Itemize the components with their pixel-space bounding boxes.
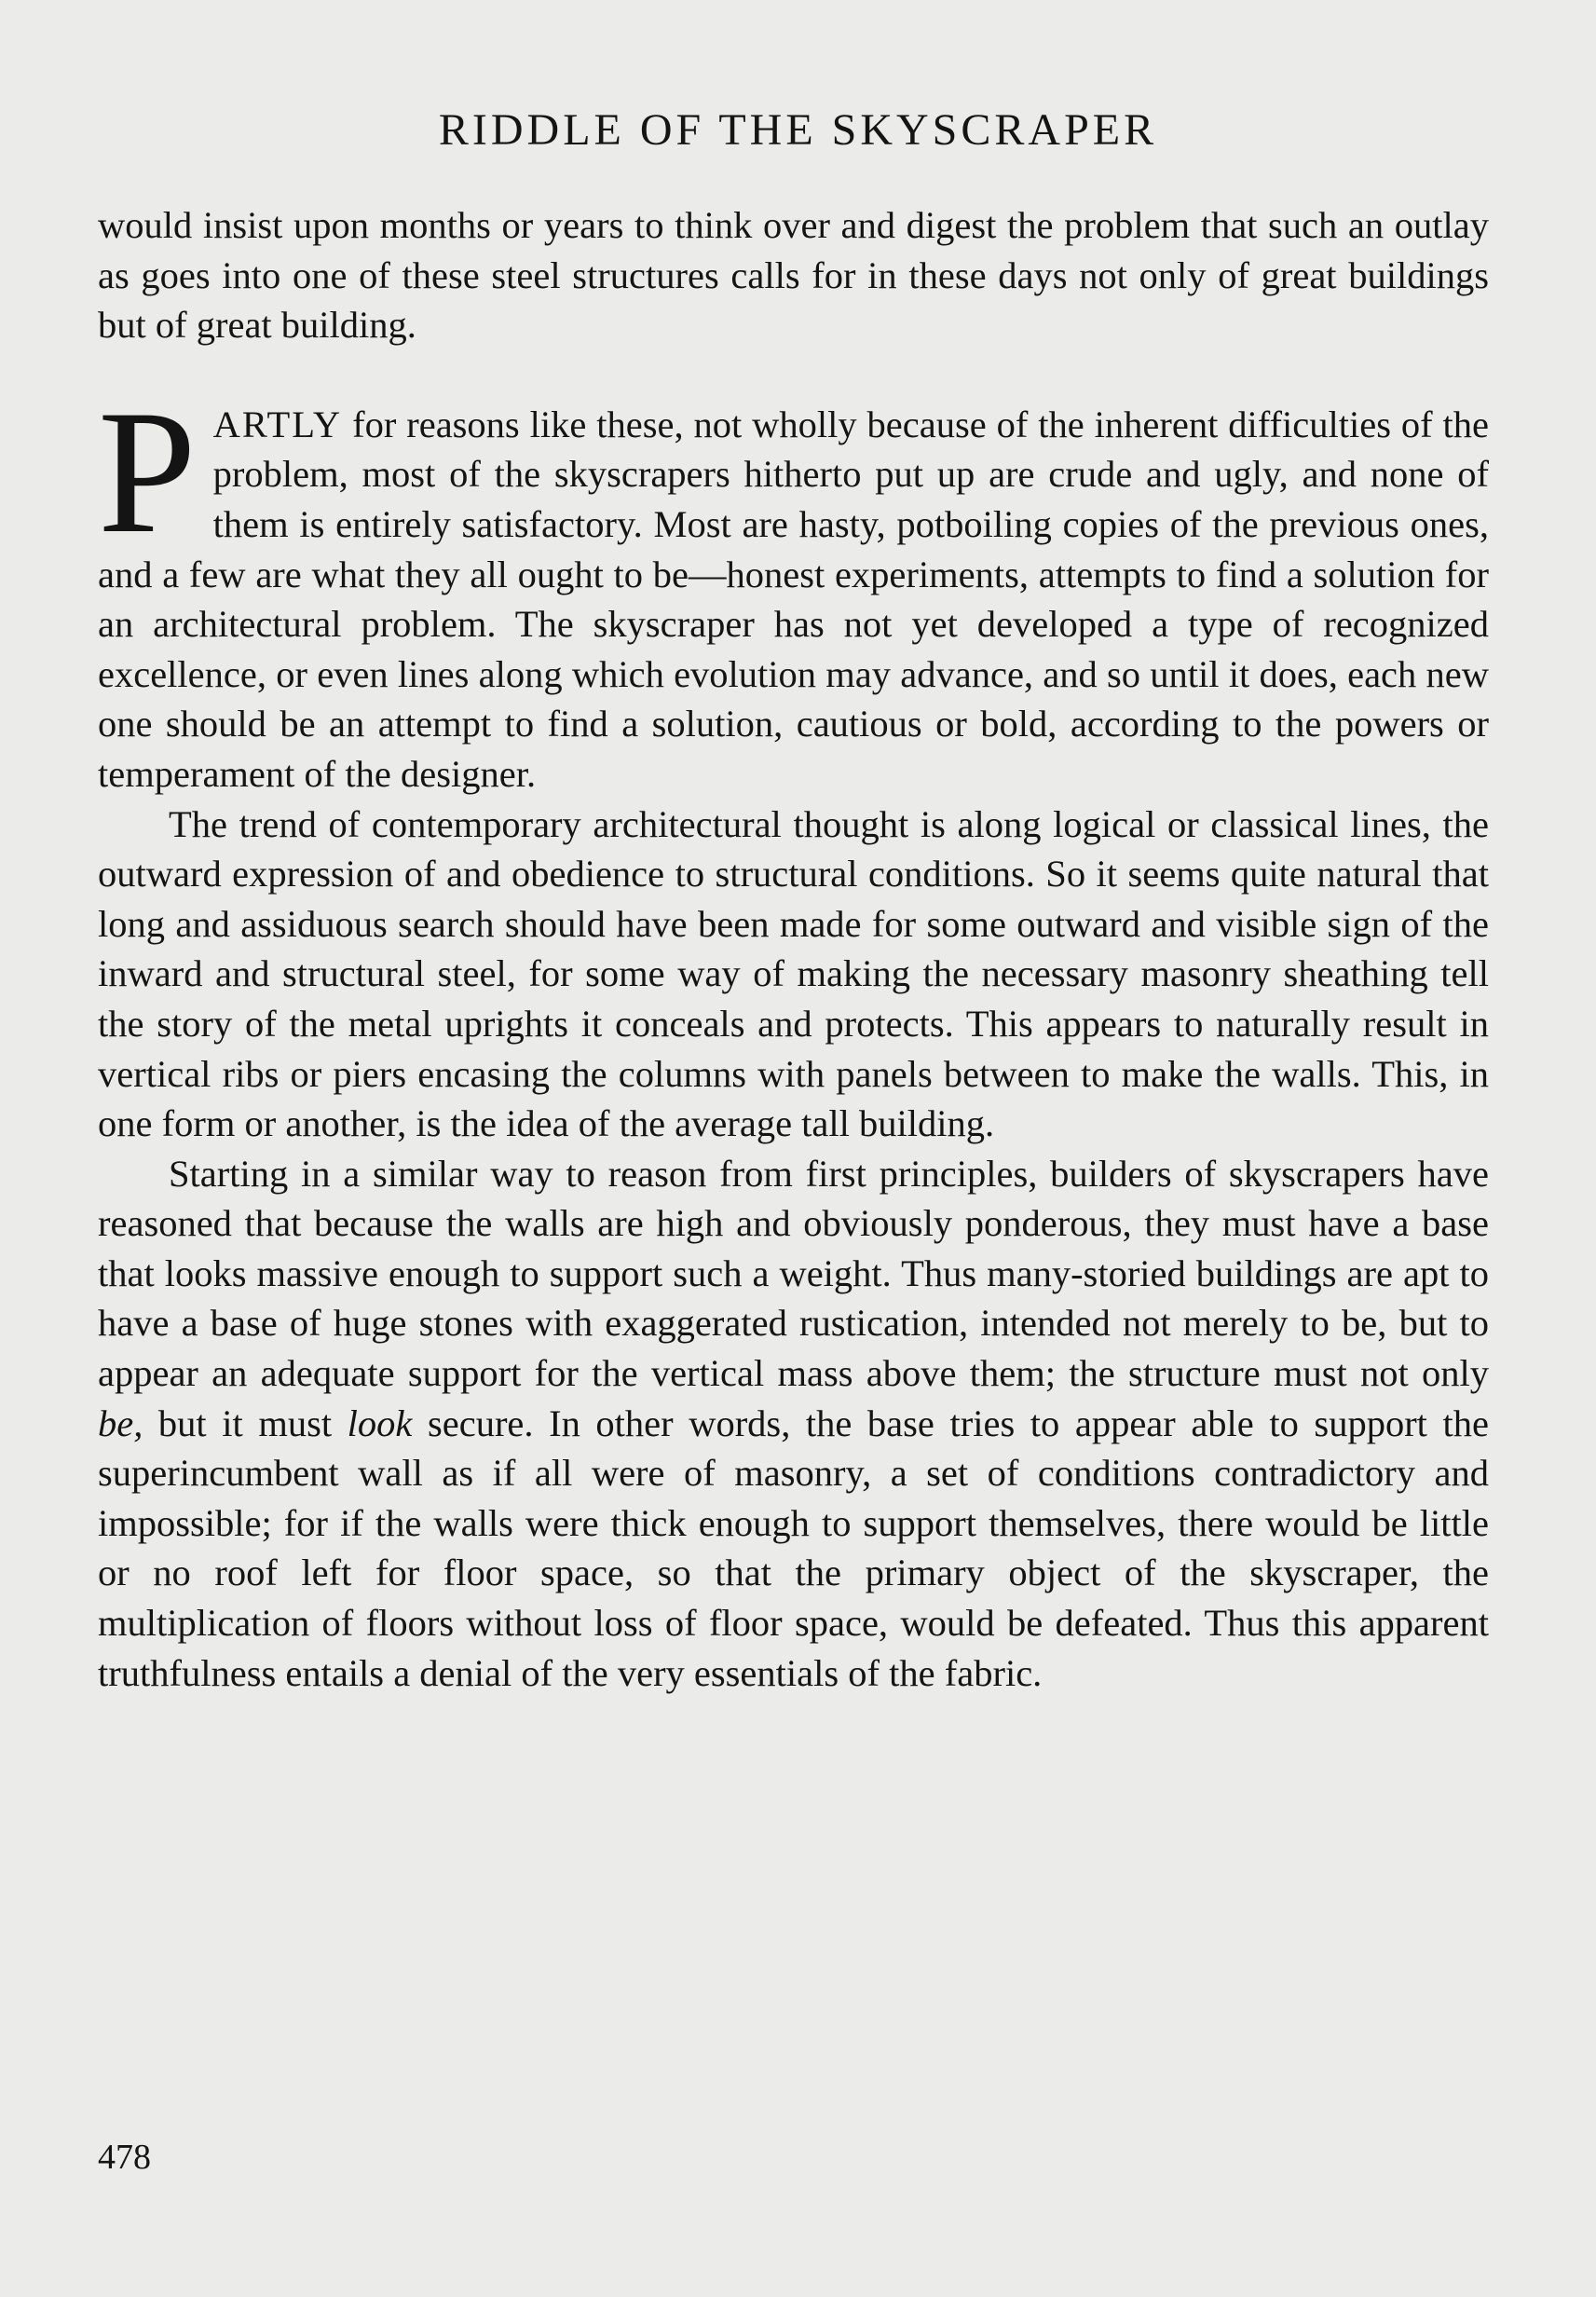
paragraph-starting-part-a: Starting in a similar way to reason from first principles, builders of skyscrapers have reasoned that because the walls are high and obviously ponderous, they must have a base that looks massive enough to support such a weight. Thus many-storied buildings are apt to have a base of huge stones with exaggerated rustication, intended not merely to be, but to appear an adequate support for the vertical mass above them; the structure must not only	[98, 1152, 1489, 1395]
paragraph-starting-part-c: secure. In other words, the base tries to appear able to support the superincumbent wall as if all were of masonry, a set of conditions contradictory and impossible; for if the walls were thick enough to support themselves, there would be little or no roof left for floor space, so that the primary object of the skyscraper, the multiplication of floors without loss of floor space, would be defeated. Thus this apparent truthfulness entails a denial of the very essentials of the fabric.	[98, 1401, 1489, 1694]
paragraph-starting	[98, 1149, 1489, 1699]
italic-be: be,	[98, 1401, 143, 1444]
drop-cap: P	[98, 374, 197, 570]
paragraph-starting-part-b: but it must	[143, 1401, 348, 1444]
italic-look: look	[347, 1401, 413, 1444]
section-opening-paragraph	[98, 374, 1489, 800]
page-number: 478	[98, 2138, 151, 2177]
body-text	[98, 200, 1489, 1698]
continued-paragraph: would insist upon months or years to think over and digest the problem that such an outlay as goes into one of these steel structures calls for in these days not only of great buildings but of great building.	[98, 204, 1489, 347]
small-caps-lead: ARTLY	[212, 403, 343, 445]
paragraph-trend: The trend of contemporary architectural thought is along logical or classical lines, the outward expression of and obedience to structural conditions. So it seems quite natural that long and assiduous search should have been made for some outward and visible sign of the inward and structural steel, for some way of making the necessary masonry sheathing tell the story of the metal uprights it conceals and protects. This appears to naturally result in vertical ribs or piers encasing the columns with panels between to make the walls. This, in one form or another, is the idea of the average tall building.	[98, 802, 1489, 1145]
section-opening-text: for reasons like these, not wholly because of the inherent difficulties of the problem, most of the skyscrapers hitherto put up are crude and ugly, and none of them is entirely satisfactory. Most are hasty, potboiling copies of the previous ones, and a few are what they all ought to be—honest experiments, attempts to find a solution for an architectural problem. The skyscraper has not yet developed a type of recognized excellence, or even lines along which evolution may advance, and so until it does, each new one should be an attempt to find a solution, cautious or bold, according to the powers or temperament of the designer.	[98, 403, 1489, 795]
running-title: RIDDLE OF THE SKYSCRAPER	[438, 105, 1158, 155]
